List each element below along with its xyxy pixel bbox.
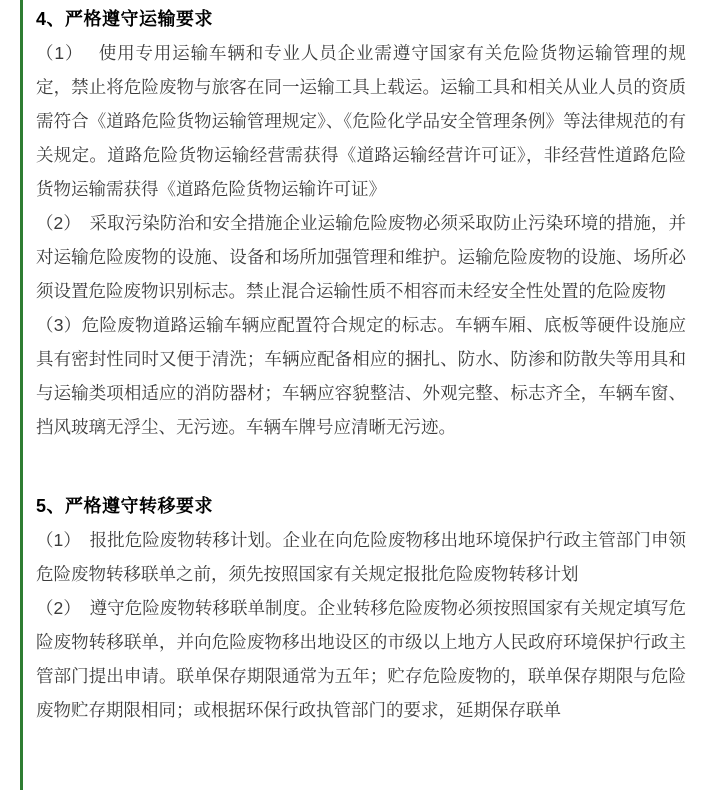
paragraph-transport-1: （1） 使用专用运输车辆和专业人员企业需遵守国家有关危险货物运输管理的规定，禁止将危险废物与旅客在同一运输工具上载运。运输工具和相关从业人员的资质需符合《道路危险货物运输管理规定》、《危险化学品安全管理条例》等法律规范的有关规定。道路危险货物运输经营需获得《道路运输经营许可证》，非经营性道路危险货物运输需获得《道路危险货物运输许可证》 [36,43,686,199]
paragraph-transfer-1: （1） 报批危险废物转移计划。企业在向危险废物移出地环境保护行政主管部门申领危险废物转移联单之前，须先按照国家有关规定报批危险废物转移计划 [36,530,686,584]
section-heading-transfer: 5、严格遵守转移要求 [36,496,214,516]
section-transfer-requirements [36,489,686,727]
paragraph-transport-3: （3）危险废物道路运输车辆应配置符合规定的标志。车辆车厢、底板等硬件设施应具有密封性同时又便于清洗；车辆应配备相应的捆扎、防水、防渗和防散失等用具和与运输类项相适应的消防器材；车辆应容貌整洁、外观完整、标志齐全，车辆车窗、挡风玻璃无浮尘、无污迹。车辆车牌号应清晰无污迹。 [36,315,686,437]
left-accent-line [20,0,23,790]
section-transport-requirements [36,2,686,444]
paragraph-transfer-2: （2） 遵守危险废物转移联单制度。企业转移危险废物必须按照国家有关规定填写危险废物转移联单，并向危险废物移出地设区的市级以上地方人民政府环境保护行政主管部门提出申请。联单保存期限通常为五年；贮存危险废物的，联单保存期限与危险废物贮存期限相同；或根据环保行政执管部门的要求，延期保存联单 [36,598,686,720]
section-heading-transport: 4、严格遵守运输要求 [36,9,214,29]
document-content [36,2,686,727]
paragraph-transport-2: （2） 采取污染防治和安全措施企业运输危险废物必须采取防止污染环境的措施，并对运输危险废物的设施、设备和场所加强管理和维护。运输危险废物的设施、场所必须设置危险废物识别标志。禁止混合运输性质不相容而未经安全性处置的危险废物 [36,213,686,301]
